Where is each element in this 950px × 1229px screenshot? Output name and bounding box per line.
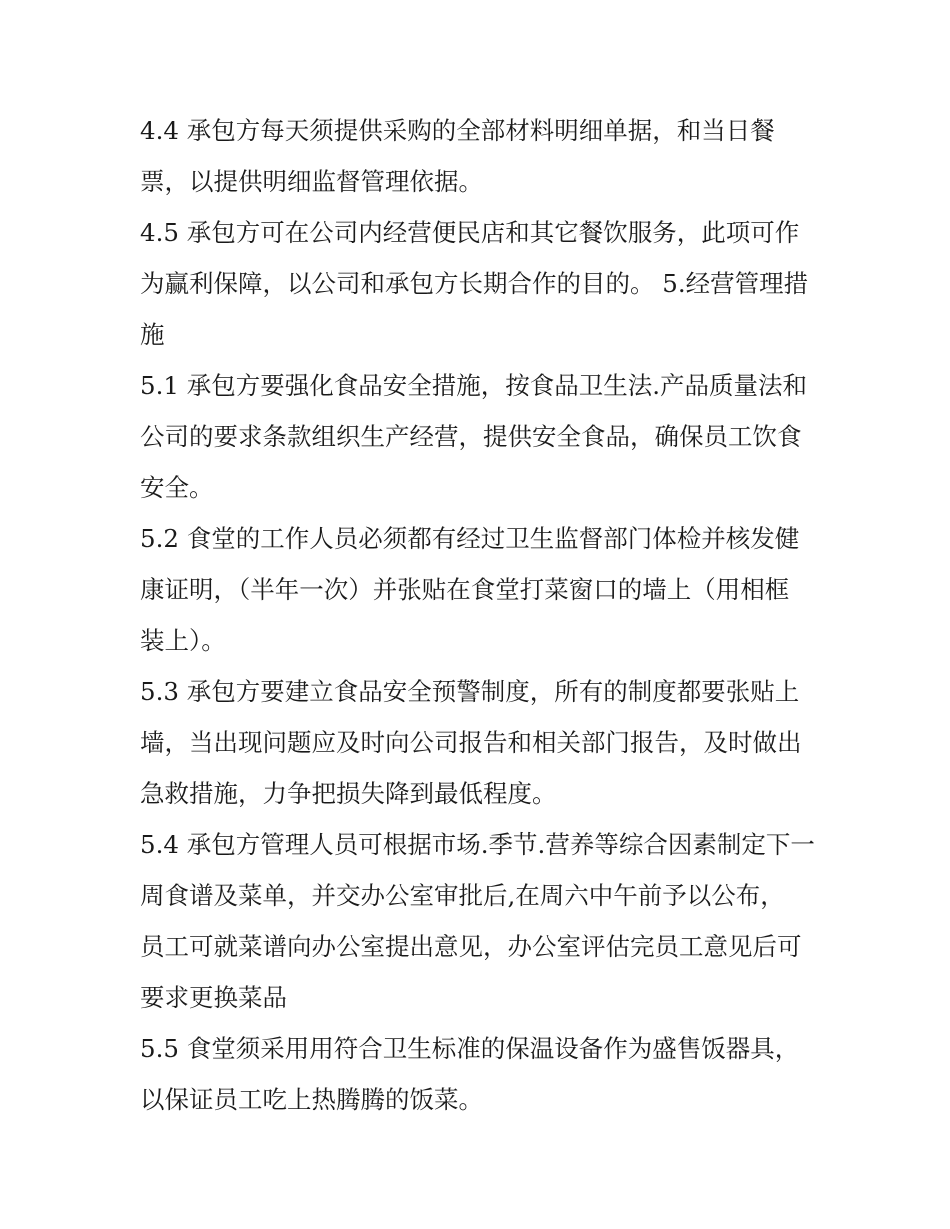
text-line: 公司的要求条款组织生产经营，提供安全食品，确保员工饮食 xyxy=(140,422,802,451)
document-body xyxy=(140,105,815,1125)
text-line: 票，以提供明细监督管理依据。 xyxy=(140,167,483,196)
text-line: 5.2 食堂的工作人员必须都有经过卫生监督部门体检并核发健 xyxy=(140,524,800,553)
text-line: 5.4 承包方管理人员可根据市场.季节.营养等综合因素制定下一 xyxy=(140,830,815,859)
text-line: 4.4 承包方每天须提供采购的全部材料明细单据，和当日餐 xyxy=(140,116,775,145)
text-line: 装上）。 xyxy=(140,626,226,655)
text-line: 以保证员工吃上热腾腾的饭菜。 xyxy=(140,1085,483,1114)
text-line: 5.1 承包方要强化食品安全措施，按食品卫生法.产品质量法和 xyxy=(140,371,808,400)
text-line: 为赢利保障，以公司和承包方长期合作的目的。 5.经营管理措 xyxy=(140,269,809,298)
text-line: 施 xyxy=(140,320,165,349)
text-line: 员工可就菜谱向办公室提出意见，办公室评估完员工意见后可 xyxy=(140,932,802,961)
text-line: 墙，当出现问题应及时向公司报告和相关部门报告，及时做出 xyxy=(140,728,802,757)
text-line: 安全。 xyxy=(140,473,214,502)
text-line: 要求更换菜品 xyxy=(140,983,287,1012)
text-line: 周食谱及菜单，并交办公室审批后,在周六中午前予以公布， xyxy=(140,881,785,910)
text-line: 急救措施，力争把损失降到最低程度。 xyxy=(140,779,557,808)
text-line: 5.3 承包方要建立食品安全预警制度，所有的制度都要张贴上 xyxy=(140,677,800,706)
text-line: 5.5 食堂须采用用符合卫生标准的保温设备作为盛售饭器具， xyxy=(140,1034,800,1063)
text-line: 康证明，（半年一次）并张贴在食堂打菜窗口的墙上（用相框 xyxy=(140,575,790,604)
text-line: 4.5 承包方可在公司内经营便民店和其它餐饮服务，此项可作 xyxy=(140,218,800,247)
